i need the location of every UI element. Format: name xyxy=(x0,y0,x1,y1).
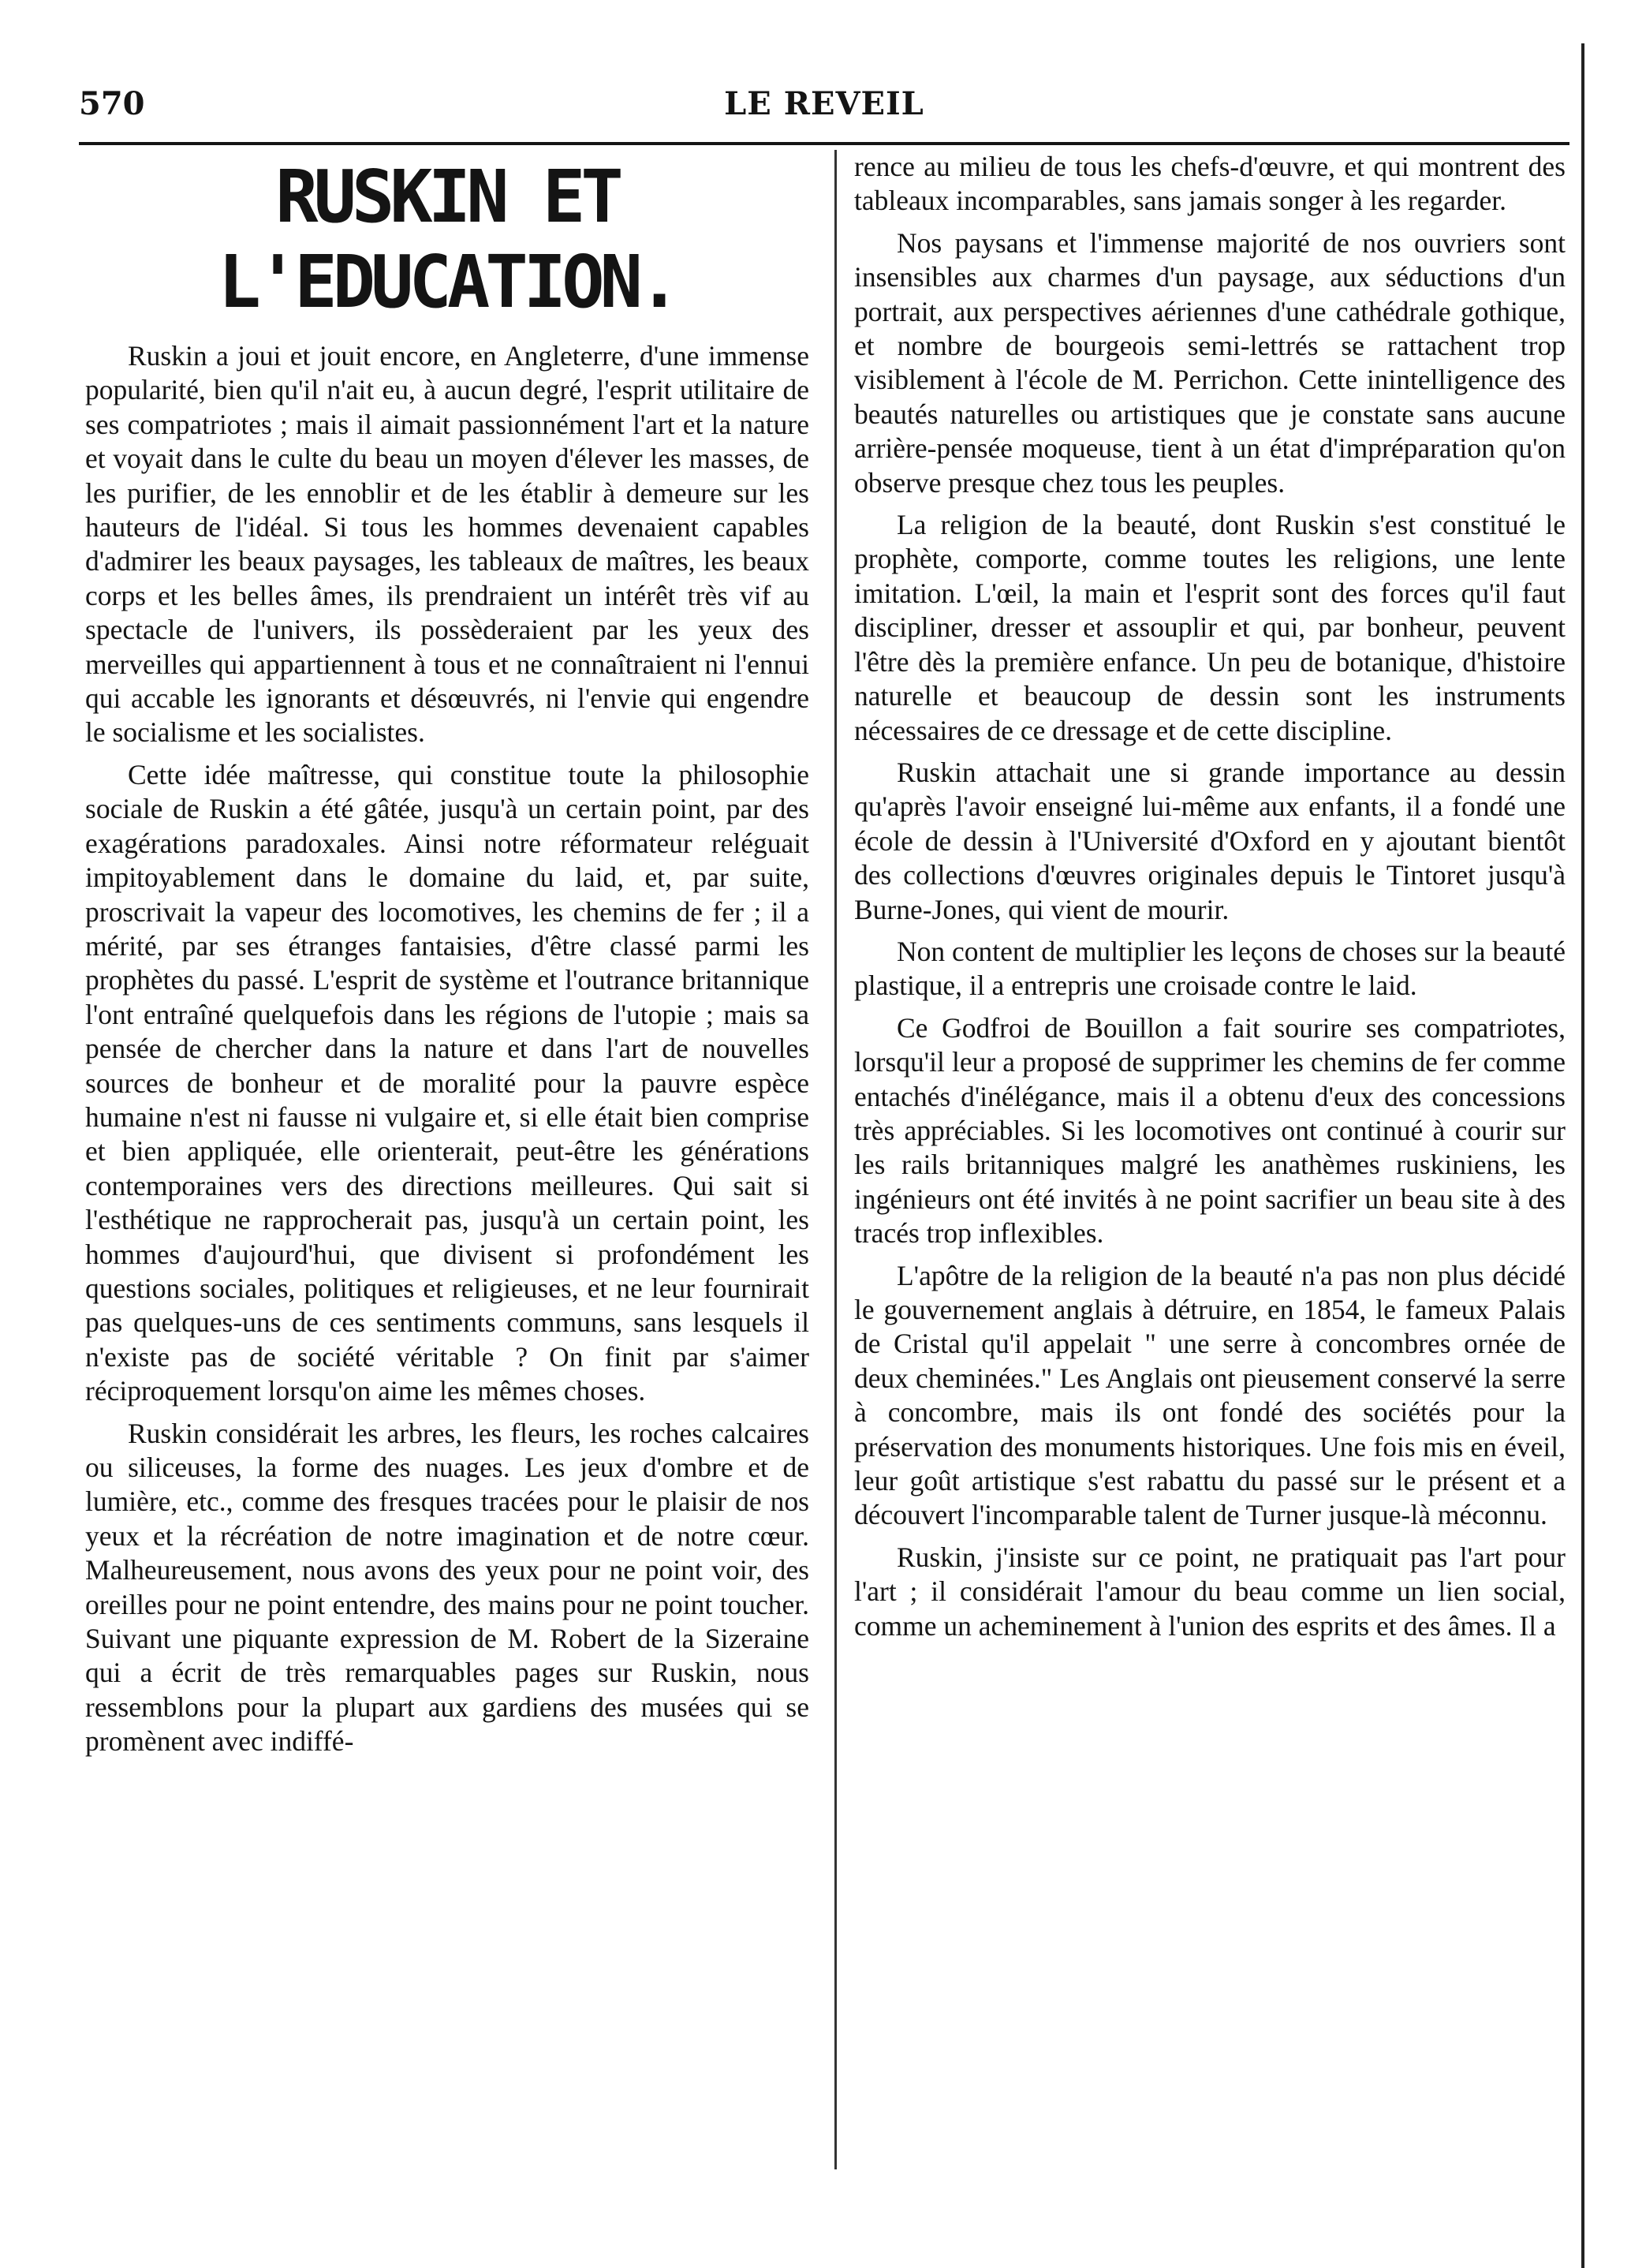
paragraph: Nos paysans et l'immense majorité de nos ouvriers sont insensibles aux charmes d'un paysage, aux séductions d'un portrait, aux perspectives aériennes d'une cathédrale gothique, et nombre de bourgeois semi-lettrés se rattachent trop visiblement à l'école de M. Perrichon. Cette inintelligence des beautés naturelles ou artistiques que je constate sans aucune arrière-pensée moqueuse, tient à un état d'impréparation qu'on observe presque chez tous les peuples. xyxy=(854,226,1566,499)
paragraph: Non content de multiplier les leçons de choses sur la beauté plastique, il a entrepris une croisade contre le laid. xyxy=(854,935,1566,1002)
paragraph: Ruskin considérait les arbres, les fleurs, les roches calcaires ou siliceuses, la forme des nuages. Les jeux d'ombre et de lumière, etc., comme des fresques tracées pour le plaisir de nos yeux et la récréation de notre imagination et de notre cœur. Malheureusement, nous avons des yeux pour ne point voir, des oreilles pour ne point entendre, des mains pour ne point toucher. Suivant une piquante expression de M. Robert de la Sizeraine qui a écrit de très remarquables pages sur Ruskin, nous ressemblons pour la plupart aux gardiens des musées qui se promènent avec indiffé- xyxy=(85,1417,809,1758)
page-header xyxy=(79,85,1569,136)
article-title: RUSKIN ET L'EDUCATION. xyxy=(218,155,677,324)
left-column xyxy=(85,150,809,2233)
right-column xyxy=(854,150,1566,2233)
paragraph: Cette idée maîtresse, qui constitue toute la philosophie sociale de Ruskin a été gâtée, jusqu'à un certain point, par des exagérations paradoxales. Ainsi notre réformateur reléguait impitoyablement dans le domaine du laid, et, par suite, proscrivait la vapeur des locomotives, les chemins de fer ; il a mérité, par ses étranges fantaisies, d'être classé parmi les prophètes du passé. L'esprit de système et l'outrance britannique l'ont entraîné quelquefois dans les régions de l'utopie ; mais sa pensée de chercher dans la nature et dans l'art de nouvelles sources de bonheur et de moralité pour la pauvre espèce humaine n'est ni fausse ni vulgaire et, si elle était bien comprise et bien appliquée, elle orienterait, peut-être les générations contemporaines vers des directions meilleures. Qui sait si l'esthétique ne rapprocherait pas, jusqu'à un certain point, les hommes d'aujourd'hui, que divisent si profondément les questions sociales, politiques et religieuses, et ne leur fournirait pas quelques-uns de ces sentiments communs, sans lesquels il n'existe pas de société véritable ? On finit par s'aimer réciproquement lorsqu'on aime les mêmes choses. xyxy=(85,758,809,1407)
column-divider xyxy=(834,150,837,2169)
paragraph: La religion de la beauté, dont Ruskin s'est constitué le prophète, comporte, comme toutes les religions, une lente imitation. L'œil, la main et l'esprit sont des forces qu'il faut discipliner, dresser et assouplir et qui, par bonheur, peuvent l'être dès la première enfance. Un peu de botanique, d'histoire naturelle et beaucoup de dessin sont les instruments nécessaires de ce dressage et de cette discipline. xyxy=(854,509,1566,746)
running-title: LE REVEIL xyxy=(724,85,924,122)
paragraph: Ruskin, j'insiste sur ce point, ne pratiquait pas l'art pour l'art ; il considérait l'amour du beau comme un lien social, comme un acheminement à l'union des esprits et des âmes. Il a xyxy=(854,1541,1566,1642)
page-number: 570 xyxy=(79,85,145,122)
paragraph: Ce Godfroi de Bouillon a fait sourire ses compatriotes, lorsqu'il leur a proposé de supprimer les chemins de fer comme entachés d'inélégance, mais il a obtenu d'eux des concessions très appréciables. Si les locomotives ont continué à courir sur les rails britanniques malgré les anathèmes ruskiniens, les ingénieurs ont été invités à ne point sacrifier un beau site à des tracés trop inflexibles. xyxy=(854,1011,1566,1250)
paragraph: Ruskin attachait une si grande importance au dessin qu'après l'avoir enseigné lui-même aux enfants, il a fondé une école de dessin à l'Université d'Oxford en y ajoutant bientôt des collections d'œuvres originales depuis le Tintoret jusqu'à Burne-Jones, qui vient de mourir. xyxy=(854,756,1566,925)
header-rule xyxy=(79,142,1569,145)
paragraph: L'apôtre de la religion de la beauté n'a pas non plus décidé le gouvernement anglais à détruire, en 1854, le fameux Palais de Cristal qu'il appelait " une serre à concombres ornée de deux cheminées." Les Anglais ont pieusement conservé la serre à concombre, mais ils ont fondé des sociétés pour la préservation des monuments historiques. Une fois mis en éveil, leur goût artistique s'est rabattu du passé sur le présent et a découvert l'incomparable talent de Turner jusque-là méconnu. xyxy=(854,1259,1566,1531)
margin-rule xyxy=(1581,43,1584,2268)
paragraph: Ruskin a joui et jouit encore, en Angleterre, d'une immense popularité, bien qu'il n'ait eu, à aucun degré, l'esprit utilitaire de ses compatriotes ; mais il aimait passionnément l'art et la nature et voyait dans le culte du beau un moyen d'élever les masses, de les purifier, de les ennoblir et de les établir à demeure sur les hauteurs de l'idéal. Si tous les hommes devenaient capables d'admirer les beaux paysages, les tableaux de maîtres, les beaux corps et les belles âmes, ils prendraient un intérêt très vif au spectacle de l'univers, ils possèderaient par les yeux des merveilles qui appartiennent à tous et ne connaîtraient ni l'ennui qui accable les ignorants et désœuvrés, ni l'envie qui engendre le socialisme et les socialistes. xyxy=(85,340,809,749)
paragraph-continued: rence au milieu de tous les chefs-d'œuvre, et qui montrent des tableaux incomparables, sans jamais songer à les regarder. xyxy=(854,151,1566,217)
